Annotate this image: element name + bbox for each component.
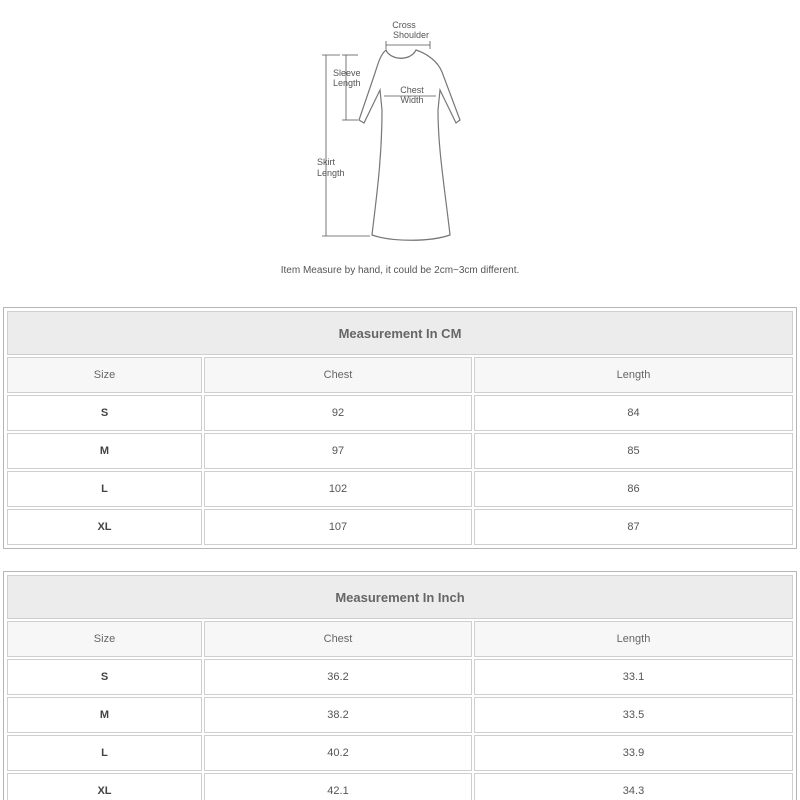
- chest-cell: 40.2: [204, 735, 472, 771]
- chest-cell: 38.2: [204, 697, 472, 733]
- chest-cell: 92: [204, 395, 472, 431]
- chest-cell: 97: [204, 433, 472, 469]
- length-cell: 34.3: [474, 773, 793, 800]
- length-cell: 33.9: [474, 735, 793, 771]
- size-cell: M: [7, 697, 202, 733]
- size-cell: L: [7, 735, 202, 771]
- length-cell: 84: [474, 395, 793, 431]
- measurement-table-cm: [3, 307, 797, 549]
- column-header-chest: Chest: [204, 621, 472, 657]
- table-row: [7, 735, 793, 771]
- table-title: Measurement In CM: [7, 311, 793, 355]
- size-cell: M: [7, 433, 202, 469]
- table-row: [7, 509, 793, 545]
- chest-cell: 36.2: [204, 659, 472, 695]
- dress-outline-illustration: [300, 10, 500, 250]
- table-row: [7, 659, 793, 695]
- chest-cell: 102: [204, 471, 472, 507]
- length-cell: 86: [474, 471, 793, 507]
- table-header-row: [7, 357, 793, 393]
- sleeve-length-label-2: Length: [333, 78, 361, 88]
- table-row: [7, 471, 793, 507]
- dress-outline: [359, 50, 460, 240]
- chest-width-label-1: Chest: [400, 85, 424, 95]
- cross-shoulder-label-2: Shoulder: [392, 30, 430, 40]
- chest-width-label-2: Width: [400, 95, 424, 105]
- length-cell: 85: [474, 433, 793, 469]
- skirt-length-label-1: Skirt: [317, 157, 335, 167]
- column-header-length: Length: [474, 621, 793, 657]
- chest-cell: 42.1: [204, 773, 472, 800]
- table-title: Measurement In Inch: [7, 575, 793, 619]
- table-row: [7, 433, 793, 469]
- measurement-note: Item Measure by hand, it could be 2cm~3cm different.: [280, 265, 520, 276]
- cross-shoulder-label-1: Cross: [392, 20, 416, 30]
- size-cell: XL: [7, 509, 202, 545]
- column-header-chest: Chest: [204, 357, 472, 393]
- column-header-size: Size: [7, 357, 202, 393]
- chest-cell: 107: [204, 509, 472, 545]
- length-cell: 33.5: [474, 697, 793, 733]
- skirt-length-label-2: Length: [317, 168, 345, 178]
- table-row: [7, 773, 793, 800]
- size-cell: S: [7, 395, 202, 431]
- column-header-size: Size: [7, 621, 202, 657]
- length-cell: 87: [474, 509, 793, 545]
- size-cell: L: [7, 471, 202, 507]
- table-row: [7, 697, 793, 733]
- column-header-length: Length: [474, 357, 793, 393]
- table-row: [7, 395, 793, 431]
- table-header-row: [7, 621, 793, 657]
- size-cell: XL: [7, 773, 202, 800]
- dress-measurement-diagram: [300, 10, 500, 250]
- size-cell: S: [7, 659, 202, 695]
- length-cell: 33.1: [474, 659, 793, 695]
- sleeve-length-label-1: Sleeve: [333, 68, 361, 78]
- measurement-table-inch: [3, 571, 797, 800]
